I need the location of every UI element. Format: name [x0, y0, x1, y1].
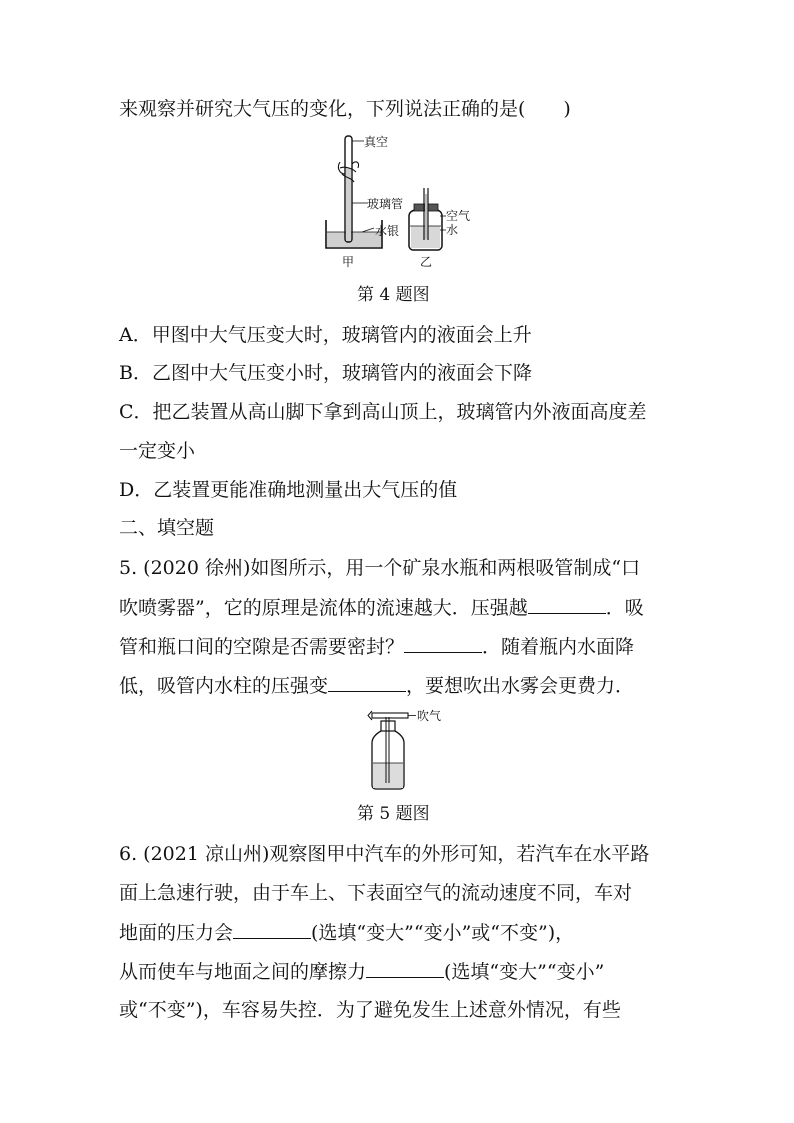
q4-option-c-cont: 一定变小 [119, 440, 196, 462]
q4-stem: 来观察并研究大气压的变化，下列说法正确的是( ) [119, 98, 571, 120]
q4-option-b: B．乙图中大气压变小时，玻璃管内的液面会下降 [119, 362, 532, 384]
q5-line3-text: 管和瓶口间的空隙是否需要密封？ [119, 636, 405, 658]
q6-line3-text: 地面的压力会 [119, 922, 234, 944]
q5-line1: 5. (2020 徐州)如图所示，用一个矿泉水瓶和两根吸管制成“口 [119, 557, 641, 579]
label-blow: 吹气 [417, 709, 442, 723]
q6-line4-end: (选填“变大”“变小” [444, 961, 605, 983]
figure-5 [366, 703, 456, 793]
label-water: 水 [446, 223, 459, 237]
q6-line2: 面上急速行驶，由于车上、下表面空气的流动速度不同，车对 [119, 882, 633, 904]
q5-blank-2[interactable] [404, 634, 482, 653]
q5-line2-end: ．吸 [605, 597, 644, 619]
q6-line3-end: (选填“变大”“变小”或“不变”)， [311, 922, 575, 944]
q6-blank-1[interactable] [233, 920, 311, 939]
label-mercury: 水银 [375, 224, 400, 238]
figure-5-caption: 第 5 题图 [357, 804, 430, 824]
figure-4-caption: 第 4 题图 [357, 285, 430, 305]
label-glass-tube: 玻璃管 [367, 197, 404, 211]
q6-line3 [119, 920, 574, 945]
q5-line3-end: ．随着瓶内水面降 [482, 636, 635, 658]
q5-blank-3[interactable] [328, 673, 406, 692]
q5-line4-end: ，要想吹出水雾会更费力． [406, 675, 635, 697]
q5-line3 [119, 634, 634, 659]
label-jia: 甲 [342, 255, 355, 269]
q6-blank-2[interactable] [366, 959, 444, 978]
label-yi: 乙 [420, 255, 433, 269]
q5-line4-text: 低，吸管内水柱的压强变 [119, 675, 329, 697]
label-air: 空气 [446, 209, 471, 223]
q6-line5: 或“不变”)，车容易失控．为了避免发生上述意外情况，有些 [119, 999, 621, 1021]
q6-line4 [119, 959, 604, 984]
q4-option-c: C．把乙装置从高山脚下拿到高山顶上，玻璃管内外液面高度差 [119, 401, 647, 423]
q5-blank-1[interactable] [528, 595, 606, 614]
figure-4 [318, 128, 478, 270]
q6-line4-text: 从而使车与地面之间的摩擦力 [119, 961, 367, 983]
label-vacuum: 真空 [364, 135, 389, 149]
q5-line2-text: 吹喷雾器”，它的原理是流体的流速越大．压强越 [119, 597, 528, 619]
q4-option-d: D．乙装置更能准确地测量出大气压的值 [119, 479, 458, 501]
q6-line1: 6. (2021 凉山州)观察图甲中汽车的外形可知，若汽车在水平路 [119, 843, 650, 865]
q4-option-a: A．甲图中大气压变大时，玻璃管内的液面会上升 [119, 324, 532, 346]
section-title: 二、填空题 [119, 517, 215, 539]
q5-line4 [119, 673, 634, 698]
q5-line2 [119, 595, 644, 620]
